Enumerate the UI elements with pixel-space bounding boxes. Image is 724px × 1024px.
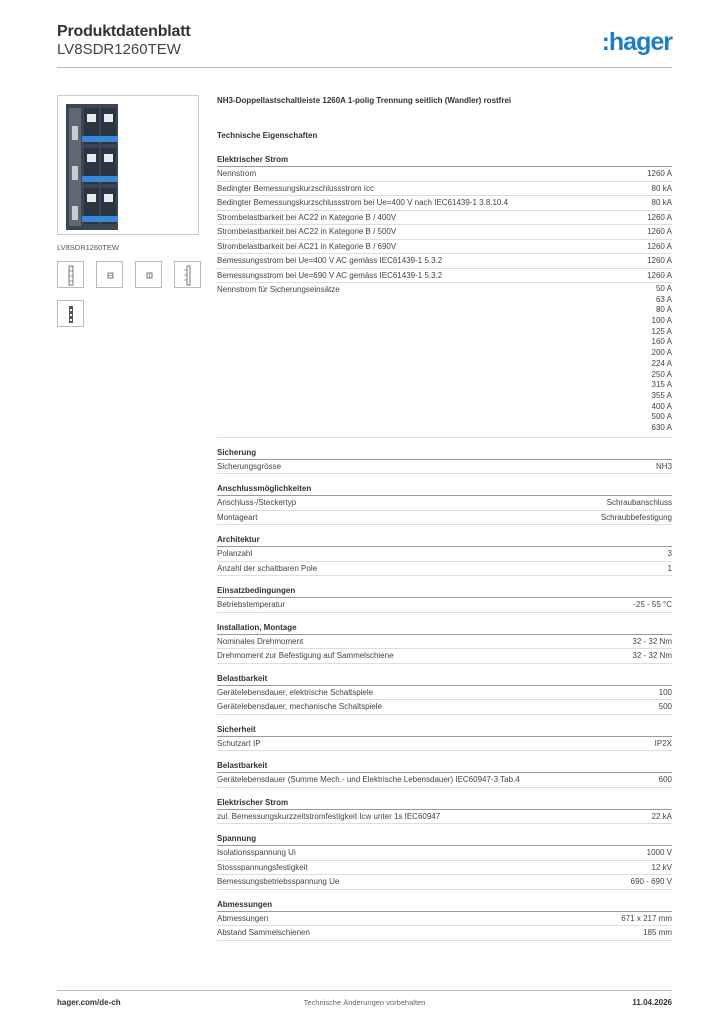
product-code: LV8SDR1260TEW (57, 41, 181, 58)
property-value: 1000 V (646, 848, 672, 858)
property-label: Stossspannungsfestigkeit (217, 862, 308, 872)
header (57, 22, 191, 59)
property-value: Schraubbefestigung (600, 512, 672, 522)
property-value: Schraubanschluss (606, 498, 672, 508)
footer-website-link[interactable]: hager.com/de-ch (57, 998, 121, 1007)
front-view-icon (58, 262, 85, 289)
property-value: 32 - 32 Nm (632, 636, 672, 646)
footer-note: Technische Änderungen vorbehalten (303, 998, 426, 1007)
fuse-rating-value: 63 A (655, 294, 672, 304)
property-row (217, 737, 672, 752)
property-label: Nennstrom (217, 169, 257, 178)
section-title: Elektrischer Strom (217, 154, 672, 167)
property-label: Gerätelebensdauer, mechanische Schaltspiele (217, 702, 382, 712)
property-value: 80 kA (651, 183, 672, 193)
fuse-rating-value: 125 A (651, 326, 672, 336)
property-value: 671 x 217 mm (621, 913, 672, 923)
section (217, 760, 672, 788)
property-row (217, 167, 672, 182)
property-label: Bemessungsstrom bei Ue=400 V AC gemäss IEC61439-1 5.3.2 (217, 256, 443, 265)
section (217, 622, 672, 664)
section-title: Elektrischer Strom (217, 797, 672, 810)
property-row (217, 875, 672, 890)
property-row (217, 635, 672, 650)
fuse-rating-value: 500 A (651, 412, 672, 422)
sections-container (217, 154, 672, 941)
property-row (217, 686, 672, 701)
property-label: Gerätelebensdauer (Summe Mech.- und Elektrische Lebensdauer) IEC60947-3 Tab.4 (217, 775, 520, 785)
property-label: Nennstrom für Sicherungseinsätze (217, 285, 340, 294)
property-row (217, 912, 672, 927)
property-value: 12 kV (651, 862, 672, 872)
section-title: Sicherheit (217, 724, 672, 737)
property-row (217, 182, 672, 197)
property-label: Strombelastbarkeit bei AC22 in Kategorie B / 400V (217, 212, 397, 222)
fuse-rating-value: 224 A (651, 358, 672, 368)
product-illustration-icon (58, 96, 198, 234)
thumbnail-5[interactable] (57, 300, 84, 327)
property-label: Montageart (217, 512, 258, 522)
property-value: 32 - 32 Nm (632, 651, 672, 661)
property-row (217, 196, 672, 211)
section-title: Einsatzbedingungen (217, 585, 672, 598)
section (217, 797, 672, 825)
section-title: Installation, Montage (217, 622, 672, 635)
property-value: -25 - 55 °C (633, 600, 672, 610)
section-title: Architektur (217, 534, 672, 547)
property-row (217, 598, 672, 613)
property-row (217, 225, 672, 240)
section-title: Spannung (217, 833, 672, 846)
property-value: 1 (667, 563, 672, 573)
property-label: Bemessungsbetriebsspannung Ue (217, 877, 340, 887)
property-label: Bedingter Bemessungskurzschlussstrom bei Ue=400 V nach IEC61439-1 3.8.10.4 (217, 198, 509, 207)
section (217, 154, 672, 438)
property-row (217, 269, 672, 284)
hager-logo[interactable] (602, 28, 672, 56)
fuse-rating-value: 315 A (651, 380, 672, 390)
fuse-rating-value: 100 A (651, 316, 672, 326)
property-label: Gerätelebensdauer, elektrische Schaltspiele (217, 687, 374, 697)
header-divider (57, 67, 672, 68)
property-value: 1260 A (647, 256, 672, 265)
property-value: 80 kA (651, 198, 672, 207)
property-value: 1260 A (647, 241, 672, 251)
property-row (217, 511, 672, 526)
section (217, 447, 672, 475)
property-row-multi (217, 283, 672, 438)
property-value: 185 mm (643, 928, 672, 938)
dimension-drawing-icon (175, 262, 202, 289)
property-label: Abstand Sammelschienen (217, 928, 310, 938)
property-row (217, 700, 672, 715)
property-label: Schutzart IP (217, 738, 261, 748)
fuse-rating-value: 80 A (655, 305, 672, 315)
property-value: 100 (658, 687, 672, 697)
property-label: Strombelastbarkeit bei AC21 in Kategorie B / 690V (217, 241, 397, 251)
property-row (217, 460, 672, 475)
section (217, 483, 672, 525)
technical-properties-heading: Technische Eigenschaften (217, 131, 318, 140)
side-view-icon (97, 262, 124, 289)
property-value: 500 (658, 702, 672, 712)
property-values (652, 283, 672, 437)
property-label: Bedingter Bemessungskurzschlussstrom Icc (217, 183, 374, 193)
document-title: Produktdatenblatt (57, 23, 191, 40)
property-label: Polanzahl (217, 549, 253, 559)
section-title: Sicherung (217, 447, 672, 460)
property-value: 690 - 690 V (630, 877, 672, 887)
property-value: 1260 A (647, 227, 672, 236)
section (217, 534, 672, 576)
property-value: 1260 A (647, 169, 672, 178)
property-value: 22 kA (651, 811, 672, 821)
image-label: LV8SDR1260TEW (57, 243, 119, 252)
property-value: 3 (667, 549, 672, 559)
footer-date: 11.04.2026 (632, 998, 672, 1007)
property-label: zul. Bemessungskurzzeitstromfestigkeit Icw unter 1s IEC60947 (217, 811, 441, 821)
product-description: NH3-Doppellastschaltleiste 1260A 1-polig Trennung seitlich (Wandler) rostfrei (217, 96, 512, 105)
thumbnail-1[interactable] (57, 261, 84, 288)
property-label: Anzahl der schaltbaren Pole (217, 563, 318, 573)
top-view-icon (136, 262, 163, 289)
property-label: Betriebstemperatur (217, 600, 286, 610)
thumbnail-4[interactable] (174, 261, 201, 288)
property-row (217, 861, 672, 876)
property-label: Drehmoment zur Befestigung auf Sammelschiene (217, 651, 394, 661)
property-row (217, 211, 672, 226)
property-label: Abmessungen (217, 913, 269, 923)
property-row (217, 547, 672, 562)
fuse-rating-value: 355 A (651, 390, 672, 400)
fuse-rating-value: 160 A (651, 337, 672, 347)
property-value: NH3 (655, 461, 672, 471)
property-row (217, 810, 672, 825)
property-value: 600 (658, 775, 672, 785)
property-row (217, 496, 672, 511)
property-label: Nominales Drehmoment (217, 636, 304, 646)
property-row (217, 240, 672, 255)
property-value: 1260 A (647, 270, 672, 280)
property-row (217, 562, 672, 577)
section-title: Abmessungen (217, 899, 672, 912)
property-row (217, 773, 672, 788)
fuse-rating-value: 250 A (651, 369, 672, 379)
property-row (217, 254, 672, 269)
property-value: 1260 A (647, 212, 672, 222)
fuse-rating-value: 630 A (651, 422, 672, 432)
section (217, 673, 672, 715)
perspective-view-icon (58, 301, 85, 328)
thumbnail-3[interactable] (135, 261, 162, 288)
property-row (217, 926, 672, 941)
property-label: Bemessungsstrom bei Ue=690 V AC gemäss IEC61439-1 5.3.2 (217, 270, 443, 280)
logo-colon-icon: : (601, 28, 609, 56)
footer-divider (57, 990, 672, 991)
property-label: Strombelastbarkeit bei AC22 in Kategorie B / 500V (217, 227, 397, 236)
product-image[interactable] (57, 95, 199, 235)
property-value: IP2X (654, 738, 672, 748)
property-row (217, 846, 672, 861)
property-label: Sicherungsgrösse (217, 461, 282, 471)
section (217, 833, 672, 890)
section (217, 724, 672, 752)
content-area (217, 95, 672, 941)
section-title: Belastbarkeit (217, 673, 672, 686)
section-title: Belastbarkeit (217, 760, 672, 773)
fuse-rating-value: 400 A (651, 401, 672, 411)
property-label: Anschluss-/Steckertyp (217, 498, 297, 508)
thumbnail-2[interactable] (96, 261, 123, 288)
section (217, 899, 672, 941)
fuse-rating-value: 50 A (655, 284, 672, 293)
section (217, 585, 672, 613)
property-row (217, 649, 672, 664)
section-title: Anschlussmöglichkeiten (217, 483, 672, 496)
property-label: Isolationsspannung Ui (217, 848, 296, 858)
fuse-rating-value: 200 A (651, 348, 672, 358)
logo-text: hager (608, 28, 672, 56)
